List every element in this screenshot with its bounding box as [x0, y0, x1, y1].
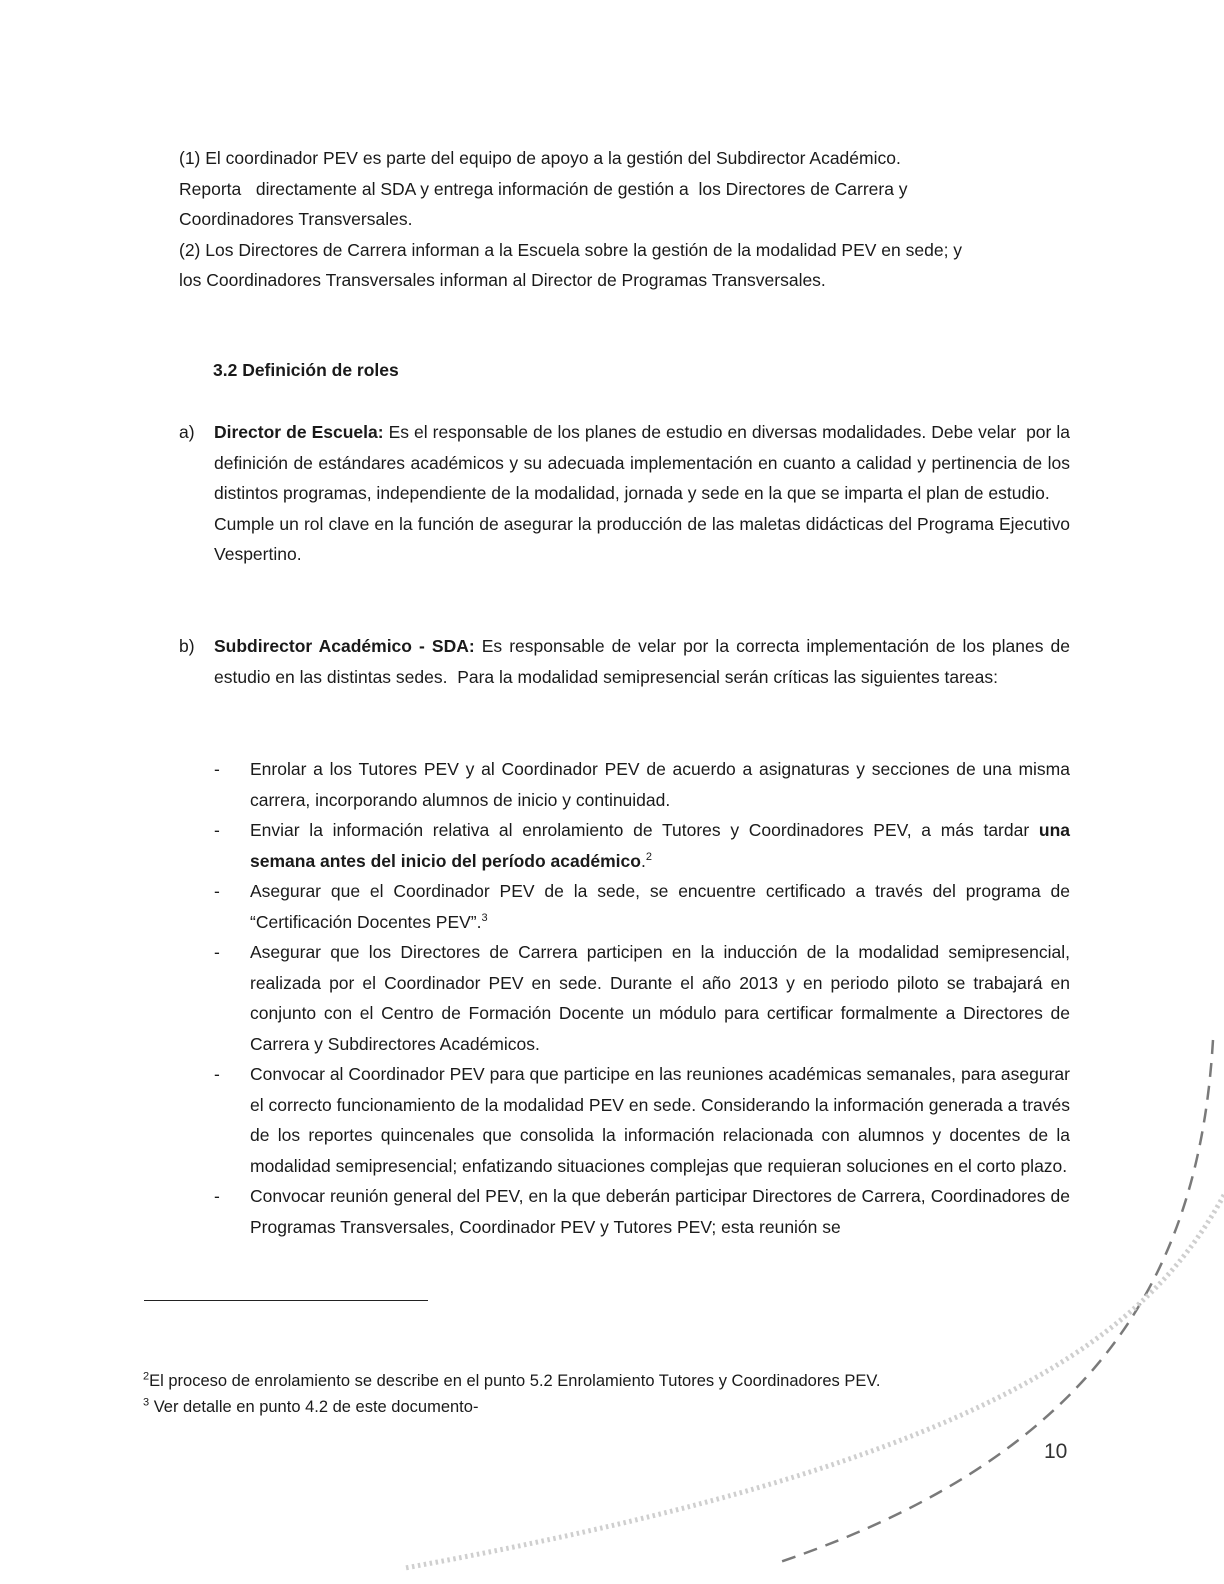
bullet-dash: -	[214, 881, 220, 901]
list-item	[214, 937, 1070, 1059]
task-emphasis: una semana antes del inicio del período académico	[250, 820, 1070, 871]
footnote-ref[interactable]: 2	[645, 850, 652, 863]
section-title: 3.2 Definición de roles	[213, 360, 399, 380]
footnote-text: El proceso de enrolamiento se describe en el punto 5.2 Enrolamiento Tutores y Coordinadores PEV.	[149, 1372, 881, 1390]
task-text: Enrolar a los Tutores PEV y al Coordinador PEV de acuerdo a asignaturas y secciones de una misma carrera, incorporando alumnos de inicio y continuidad.	[250, 759, 1070, 810]
footnotes	[143, 1368, 1043, 1420]
footnote-number: 3	[143, 1396, 150, 1409]
page-number: 10	[1044, 1440, 1068, 1463]
footnote-separator	[144, 1300, 428, 1301]
footnote-2	[143, 1368, 1043, 1394]
task-text: Convocar reunión general del PEV, en la que deberán participar Directores de Carrera, Coordinadores de Programas Transversales, Coordinador PEV y Tutores PEV; esta reunión se	[250, 1186, 1070, 1237]
role-item-director-escuela	[179, 417, 1075, 570]
bullet-dash: -	[214, 942, 220, 962]
role-term: Subdirector Académico - SDA:	[214, 636, 475, 656]
list-item	[214, 1059, 1070, 1181]
task-tail: .	[640, 850, 646, 871]
note-1-line-3: Coordinadores Transversales.	[179, 209, 413, 229]
task-text: Convocar al Coordinador PEV para que participe en las reuniones académicas semanales, para asegurar el correcto funcionamiento de la modalidad PEV en sede. Considerando la información generada a través de los reportes quincenales que consolida la información relacionada con alumnos y docentes de la modalidad semipresencial; enfatizando situaciones complejas que requieran soluciones en el corto plazo.	[250, 1064, 1070, 1176]
note-1-line-1: (1) El coordinador PEV es parte del equipo de apoyo a la gestión del Subdirector Académico.	[179, 148, 901, 168]
note-1-line-2: Reporta directamente al SDA y entrega información de gestión a los Directores de Carrera y	[179, 178, 908, 199]
bullet-dash: -	[214, 759, 220, 779]
footnote-ref[interactable]: 3	[481, 911, 488, 924]
org-chart-notes	[179, 143, 1079, 296]
footnote-3	[143, 1394, 1043, 1420]
role-text: Es responsable de velar por la correcta implementación de los planes de estudio en las distintas sedes. Para la modalidad semipresencial serán críticas las siguientes tareas:	[214, 636, 1075, 687]
list-item	[214, 1181, 1070, 1242]
footnote-number: 2	[143, 1370, 150, 1383]
list-item	[214, 815, 1070, 876]
list-marker: a)	[179, 422, 195, 442]
bullet-dash: -	[214, 1186, 220, 1206]
list-item	[214, 876, 1070, 937]
bullet-dash: -	[214, 1064, 220, 1084]
task-text: Asegurar que el Coordinador PEV de la sede, se encuentre certificado a través del programa de “Certificación Docentes PEV”.	[250, 881, 1070, 932]
bullet-dash: -	[214, 820, 220, 840]
role-description	[214, 631, 1075, 692]
role-description	[214, 417, 1075, 509]
note-2-line-2: los Coordinadores Transversales informan al Director de Programas Transversales.	[179, 270, 826, 290]
list-item	[214, 754, 1070, 815]
note-2-line-1: (2) Los Directores de Carrera informan a la Escuela sobre la gestión de la modalidad PEV en sede; y	[179, 239, 963, 260]
role-term: Director de Escuela:	[214, 422, 384, 442]
list-marker: b)	[179, 636, 195, 656]
footnote-text: Ver detalle en punto 4.2 de este documento-	[149, 1398, 479, 1416]
role-extra: Cumple un rol clave en la función de asegurar la producción de las maletas didácticas del Programa Ejecutivo Vespertino.	[214, 513, 1070, 564]
role-item-subdirector-academico	[179, 631, 1075, 692]
task-list	[214, 754, 1070, 1242]
task-text: Enviar la información relativa al enrolamiento de Tutores y Coordinadores PEV, a más tardar	[250, 820, 1039, 840]
role-text: Es el responsable de los planes de estudio en diversas modalidades. Debe velar por la definición de estándares académicos y su adecuada implementación en cuanto a calidad y pertinencia de los distintos programas, independiente de la modalidad, jornada y sede en la que se imparta el plan de estudio.	[214, 422, 1075, 503]
task-text: Asegurar que los Directores de Carrera participen en la inducción de la modalidad semipresencial, realizada por el Coordinador PEV en sede. Durante el año 2013 y en periodo piloto se trabajará en conjunto con el Centro de Formación Docente un módulo para certificar formalmente a Directores de Carrera y Subdirectores Académicos.	[250, 942, 1070, 1054]
